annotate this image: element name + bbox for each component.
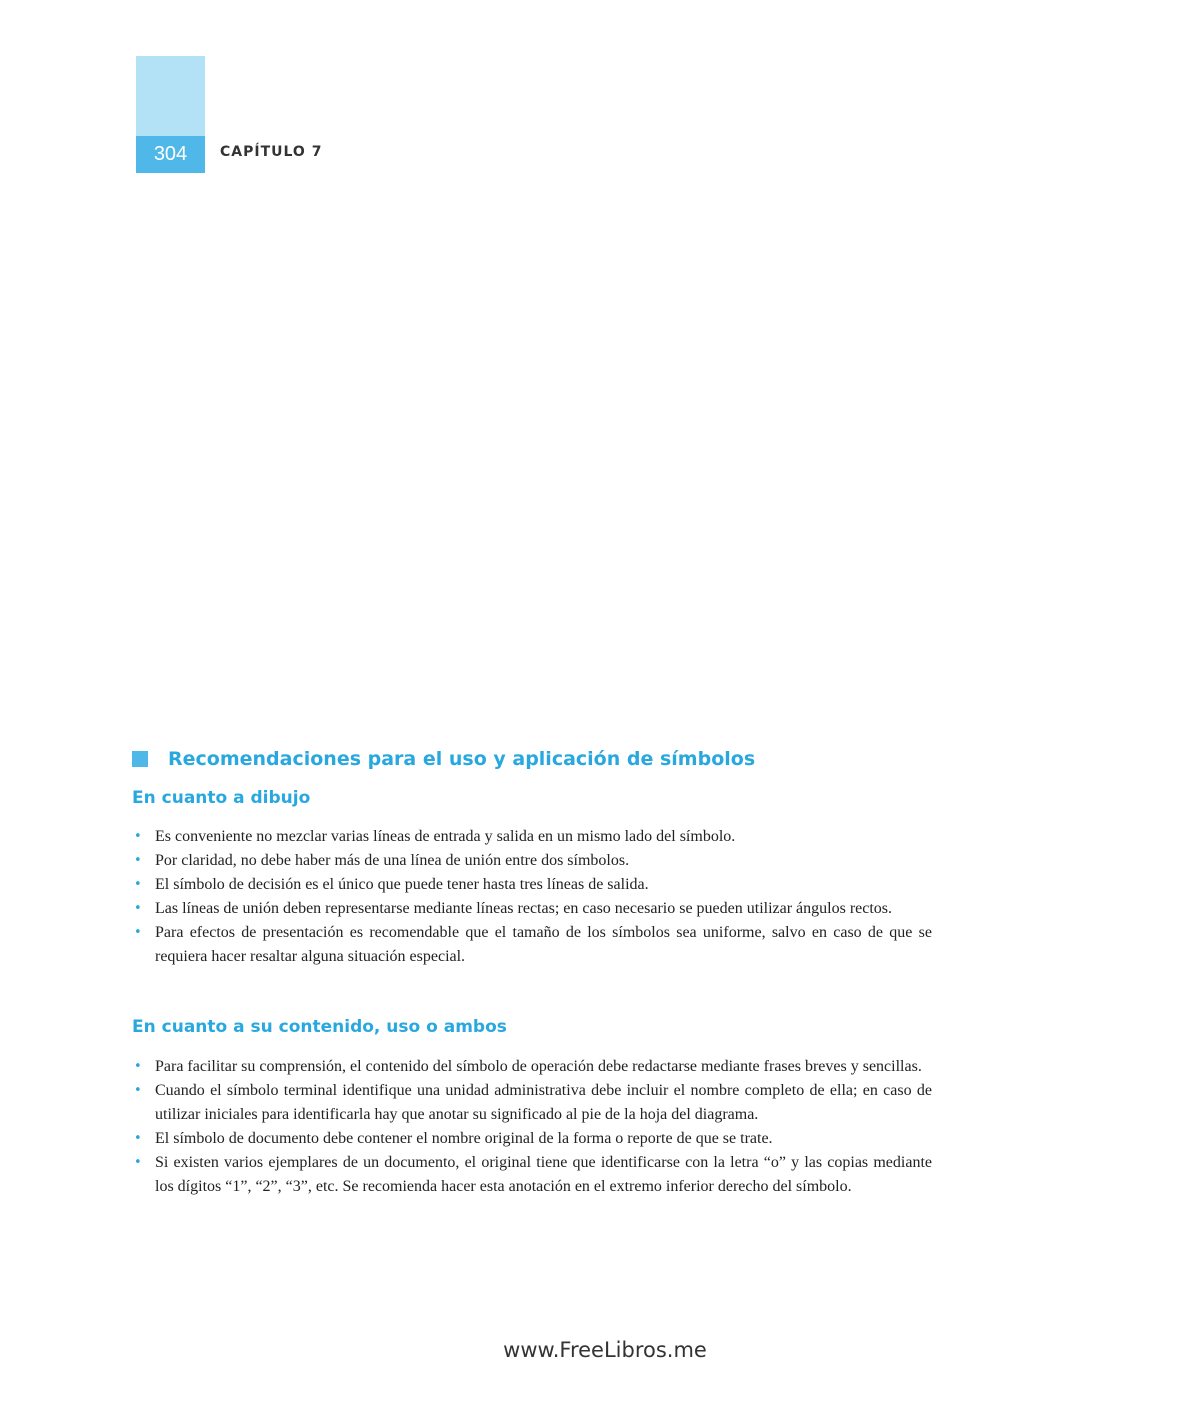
page-tab-decoration: [136, 56, 205, 136]
list-item: • El símbolo de decisión es el único que puede tener hasta tres líneas de salida.: [132, 873, 932, 897]
section-heading: [132, 748, 892, 770]
subsection-title-dibujo: En cuanto a dibujo: [132, 788, 311, 808]
bullet-icon: •: [134, 925, 142, 940]
list-item: • El símbolo de documento debe contener el nombre original de la forma o reporte de que se trate.: [132, 1127, 932, 1151]
bullet-icon: •: [134, 901, 142, 916]
list-item: • Por claridad, no debe haber más de una línea de unión entre dos símbolos.: [132, 849, 932, 873]
page-number: 304: [136, 136, 205, 173]
bullet-icon: •: [134, 853, 142, 868]
bullet-icon: •: [134, 1131, 142, 1146]
bullet-icon: •: [134, 1155, 142, 1170]
list-item: • Es conveniente no mezclar varias líneas de entrada y salida en un mismo lado del símbolo.: [132, 825, 932, 849]
chapter-label: CAPÍTULO 7: [220, 144, 323, 160]
square-bullet-icon: [132, 751, 148, 767]
subsection-title-contenido: En cuanto a su contenido, uso o ambos: [132, 1017, 507, 1037]
recommendation-list-contenido: [132, 1055, 932, 1199]
footer-url: www.FreeLibros.me: [503, 1338, 707, 1362]
list-item: • Cuando el símbolo terminal identifique una unidad administrativa debe incluir el nombre completo de ella; en caso de utilizar iniciales para identificarla hay que anotar su significado al pie de la hoja del diagrama.: [132, 1079, 932, 1127]
bullet-icon: •: [134, 1059, 142, 1074]
list-item: • Para facilitar su comprensión, el contenido del símbolo de operación debe redactarse mediante frases breves y sencillas.: [132, 1055, 932, 1079]
bullet-icon: •: [134, 1083, 142, 1098]
list-item: • Si existen varios ejemplares de un documento, el original tiene que identificarse con la letra “o” y las copias mediante los dígitos “1”, “2”, “3”, etc. Se recomienda hacer esta anotación en el extremo inferior derecho del símbolo.: [132, 1151, 932, 1199]
recommendation-list-dibujo: [132, 825, 932, 969]
section-title: Recomendaciones para el uso y aplicación de símbolos: [168, 748, 756, 770]
bullet-icon: •: [134, 877, 142, 892]
list-item: • Para efectos de presentación es recomendable que el tamaño de los símbolos sea uniforme, salvo en caso de que se requiera hacer resaltar alguna situación especial.: [132, 921, 932, 969]
bullet-icon: •: [134, 829, 142, 844]
list-item: • Las líneas de unión deben representarse mediante líneas rectas; en caso necesario se pueden utilizar ángulos rectos.: [132, 897, 932, 921]
